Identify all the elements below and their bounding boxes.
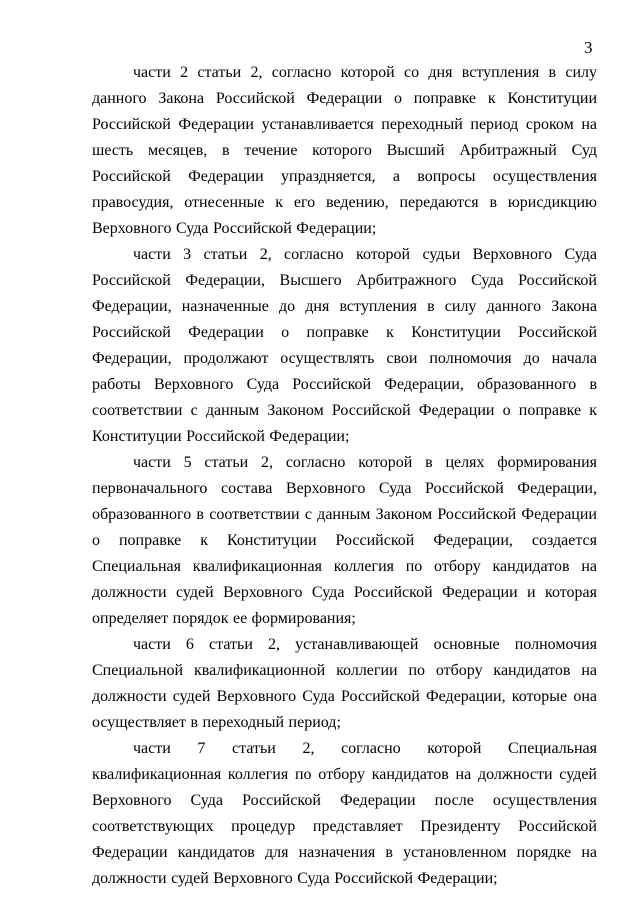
page-number: 3 (584, 38, 593, 57)
paragraph-part-6: части 6 статьи 2, устанавливающей основные полномочия Специальной квалификационной коллегии по отбору кандидатов на должности судей Верховного Суда Российской Федерации, которые она осуществляет в переходный период; (92, 636, 597, 731)
document-body (92, 60, 597, 892)
paragraph-part-2: части 2 статьи 2, согласно которой со дня вступления в силу данного Закона Российской Федерации о поправке к Конституции Российской Федерации устанавливается переходный период сроком на шесть месяцев, в течение которого Высший Арбитражный Суд Российской Федерации упраздняется, а вопросы осуществления правосудия, отнесенные к его ведению, передаются в юрисдикцию Верховного Суда Российской Федерации; (92, 64, 597, 237)
paragraph-part-3: части 3 статьи 2, согласно которой судьи Верховного Суда Российской Федерации, Высшего Арбитражного Суда Российской Федерации, назначенные до дня вступления в силу данного Закона Российской Федерации о поправке к Конституции Российской Федерации, продолжают осуществлять свои полномочия до начала работы Верховного Суда Российской Федерации, образованного в соответствии с данным Законом Российской Федерации о поправке к Конституции Российской Федерации; (92, 246, 597, 445)
paragraph-part-5: части 5 статьи 2, согласно которой в целях формирования первоначального состава Верховного Суда Российской Федерации, образованного в соответствии с данным Законом Российской Федерации о поправке к Конституции Российской Федерации, создается Специальная квалификационная коллегия по отбору кандидатов на должности судей Верховного Суда Российской Федерации и которая определяет порядок ее формирования; (92, 454, 597, 627)
paragraph-part-7: части 7 статьи 2, согласно которой Специальная квалификационная коллегия по отбору кандидатов на должности судей Верховного Суда Российской Федерации после осуществления соответствующих процедур представляет Президенту Российской Федерации кандидатов для назначения в установленном порядке на должности судей Верховного Суда Российской Федерации; (92, 740, 597, 887)
